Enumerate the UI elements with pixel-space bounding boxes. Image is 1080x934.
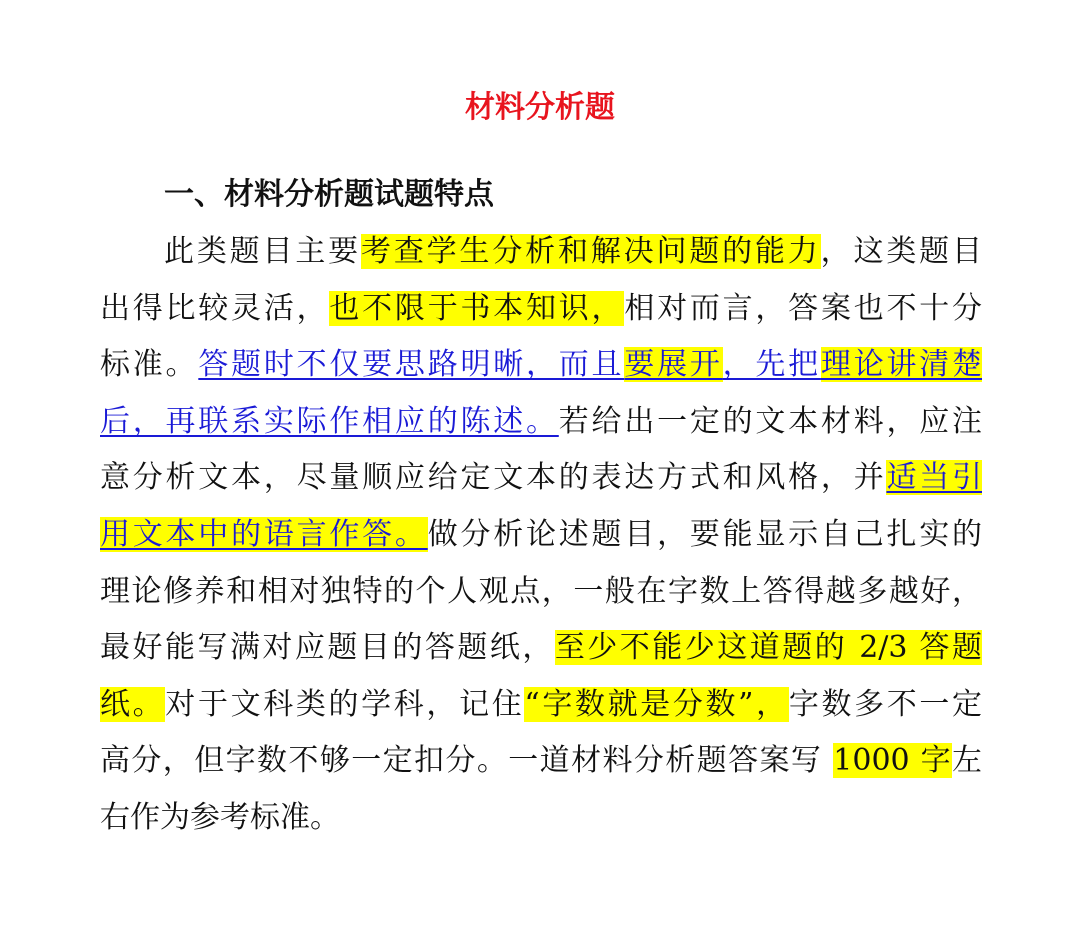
highlighted-text: 至少不能少这道题的 2/3 答题 xyxy=(554,630,982,666)
paragraph-line xyxy=(100,507,982,564)
text-run: 最好能写满对应题目的答题纸， xyxy=(100,630,555,666)
underlined-text: 后，再联系实际作相应的陈述。 xyxy=(100,403,559,439)
highlighted-underlined-text: 要展开 xyxy=(624,347,723,383)
text-run: 此类题目主要 xyxy=(164,234,361,269)
text-run: 右作为参考标准。 xyxy=(100,799,340,835)
text-run: 高分，但字数不够一定扣分。一道材料分析题答案写 xyxy=(100,743,834,779)
highlighted-text: “字数就是分数”， xyxy=(524,686,789,722)
text-run: 字数多不一定 xyxy=(788,686,982,722)
paragraph-line xyxy=(100,733,982,790)
text-run: 理论修养和相对独特的个人观点，一般在字数上答得越多越好， xyxy=(100,573,982,609)
underlined-text: ，先把 xyxy=(722,347,821,383)
paragraph-line xyxy=(100,564,982,621)
highlighted-underlined-text: 理论讲清楚 xyxy=(820,347,982,383)
body-paragraph xyxy=(100,224,982,847)
text-run: 标准。 xyxy=(100,347,199,383)
paragraph-line xyxy=(100,281,982,338)
paragraph-line xyxy=(100,450,982,507)
document-title: 材料分析题 xyxy=(465,90,615,125)
section-heading: 一、材料分析题试题特点 xyxy=(164,177,494,212)
text-run: 做分析论述题目，要能显示自己扎实的 xyxy=(427,516,982,552)
paragraph-line xyxy=(100,677,982,734)
paragraph-line xyxy=(100,394,982,451)
highlighted-text: 1000 字 xyxy=(833,743,952,779)
text-run: 左 xyxy=(952,743,982,779)
text-run: 若给出一定的文本材料，应注 xyxy=(558,403,982,439)
highlighted-text: 纸。 xyxy=(100,686,166,722)
text-run: 对于文科类的学科，记住 xyxy=(165,686,525,722)
text-run: 意分析文本，尽量顺应给定文本的表达方式和风格，并 xyxy=(100,460,887,496)
highlighted-text: 也不限于书本知识， xyxy=(329,290,625,326)
highlighted-underlined-text: 适当引 xyxy=(886,460,982,496)
highlighted-text: 考查学生分析和解决问题的能力 xyxy=(361,234,821,269)
highlighted-underlined-text: 用文本中的语言作答。 xyxy=(100,516,428,552)
paragraph-line xyxy=(100,790,982,847)
underlined-text: 答题时不仅要思路明晰，而且 xyxy=(198,347,625,383)
paragraph-line xyxy=(100,337,982,394)
paragraph-line xyxy=(100,224,982,281)
text-run: 相对而言，答案也不十分 xyxy=(624,290,982,326)
text-run: 出得比较灵活， xyxy=(100,290,330,326)
text-run: ，这类题目 xyxy=(820,234,982,269)
paragraph-line xyxy=(100,620,982,677)
